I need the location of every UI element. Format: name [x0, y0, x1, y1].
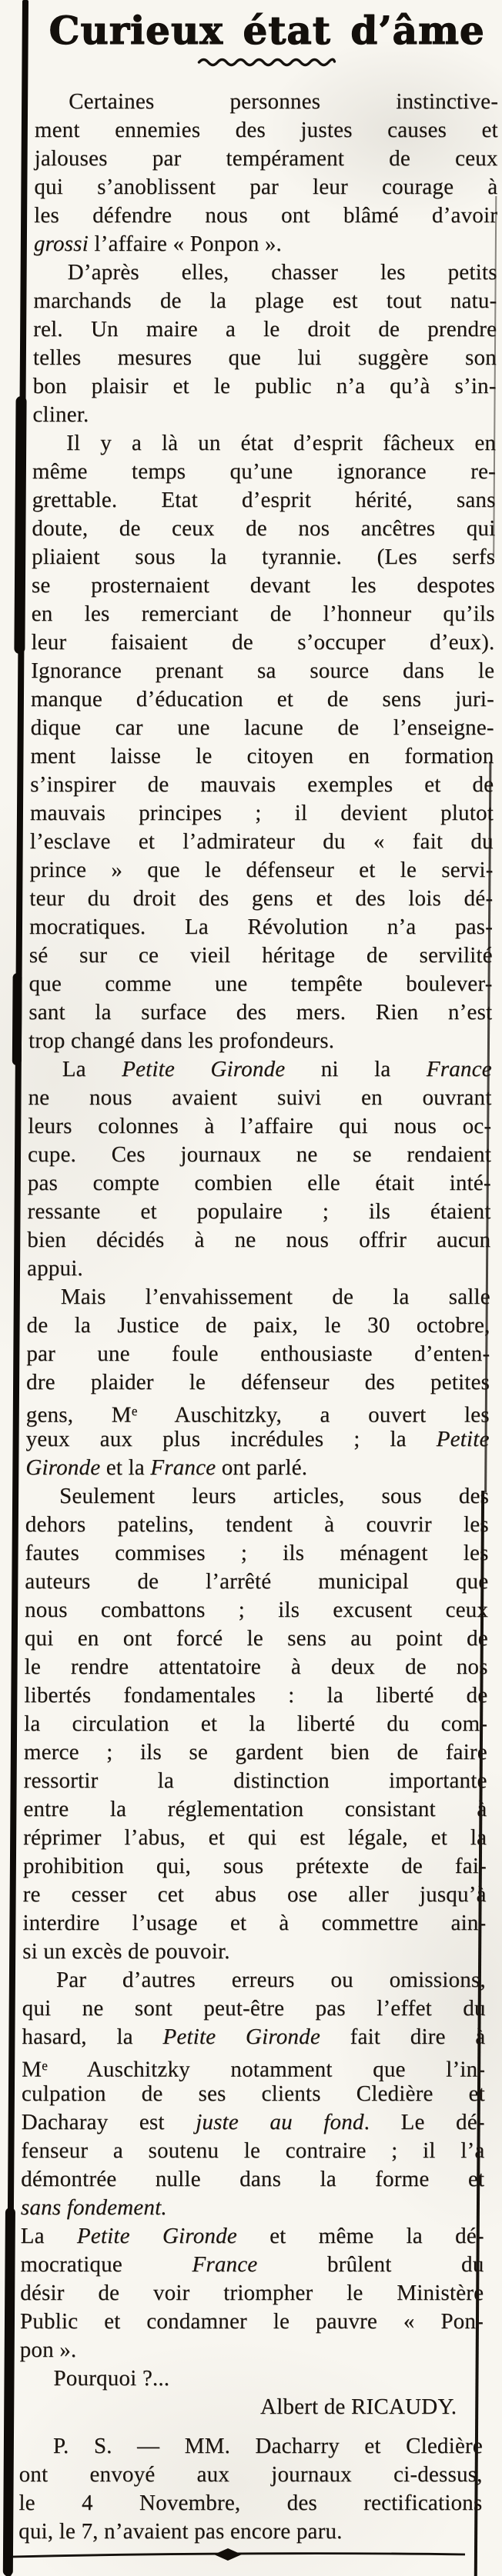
- article-line: qui, le 7, n’avaient pas encore paru.: [18, 2519, 343, 2544]
- article-line: rel. Un maire a le droit de prendre: [33, 317, 497, 342]
- article-line: si un excès de pouvoir.: [22, 1939, 230, 1964]
- article-body: [18, 88, 498, 2546]
- article-line: démontrée nulle dans la forme et: [21, 2167, 485, 2191]
- article-line: appui.: [26, 1256, 84, 1281]
- article-line: le rendre attentatoire à deux de nos: [24, 1655, 488, 1679]
- article-line: ont envoyé aux journaux ci-dessus,: [18, 2462, 483, 2487]
- article-line: ressante et populaire ; ils étaient: [27, 1199, 491, 1224]
- article-line: cliner.: [32, 402, 89, 427]
- article-line: désir de voir triompher le Ministère: [20, 2281, 484, 2305]
- squiggle-path: [199, 59, 334, 65]
- article-line: Gironde et la France ont parlé.: [25, 1455, 308, 1480]
- article-line: marchands de la plage est tout natu-: [33, 288, 497, 313]
- article-line: grossi l’affaire « Ponpon ».: [33, 232, 283, 256]
- article-line: Ignorance prenant sa source dans le: [31, 658, 495, 683]
- article-line: Par d’autres erreurs ou omissions,: [55, 1968, 487, 1992]
- article-line: fautes commises ; ils ménagent les: [25, 1541, 489, 1565]
- article-line: dique car une lacune de l’enseigne-: [30, 715, 494, 740]
- article-line: manque d’éducation et de sens juri-: [30, 687, 495, 711]
- article-line: mauvais principes ; il devient plutot: [29, 801, 494, 825]
- article-line: pliaient sous la tyrannie. (Les serfs: [32, 545, 496, 569]
- article-line: Il y a là un état d’esprit fâcheux en: [66, 431, 497, 455]
- article-line: teur du droit des gens et des lois dé-: [29, 886, 494, 911]
- signature-line: Albert de RICAUDY.: [259, 2394, 457, 2419]
- article-line: nous combattons ; ils excusent ceux: [25, 1598, 489, 1622]
- article-line: trop changé dans les profondeurs.: [28, 1028, 335, 1053]
- article-line: sé sur ce vieil héritage de servilité: [28, 943, 493, 968]
- article-line: qui en ont forcé le sens au point de: [24, 1626, 488, 1651]
- title-underline-squiggle: [197, 55, 336, 68]
- article-line: ment ennemies des justes causes et: [34, 118, 498, 142]
- article-line: mocratiques. La Révolution n’a pas-: [28, 915, 494, 939]
- article-line: pon ».: [19, 2338, 77, 2362]
- article-line: l’esclave et l’admirateur du « fait du: [29, 829, 494, 854]
- article-line: la circulation et la liberté du com-: [24, 1711, 488, 1736]
- article-line: gens, Me Auschitzky, a ouvert les: [25, 1402, 490, 1428]
- article-line: Me Auschitzky notamment que l’in-: [22, 2057, 486, 2082]
- article-line: en les remerciant de l’honneur qu’ils: [31, 602, 495, 626]
- article-line: Dacharay est juste au fond. Le dé-: [21, 2110, 485, 2134]
- article-line: que comme une tempête boulever-: [28, 971, 493, 996]
- article-line: dre plaider le défenseur des petites: [25, 1370, 490, 1395]
- article-line: ne nous avaient suivi en ouvrant: [28, 1085, 492, 1110]
- article-line: Public et condamner le pauvre « Pon-: [19, 2309, 484, 2334]
- article-line: interdire l’usage et à commettre ain-: [22, 1911, 487, 1935]
- article-line: sant la surface des mers. Rien n’est: [28, 1000, 493, 1025]
- article-line: bien décidés à ne nous offrir aucun: [27, 1228, 491, 1252]
- article-line: qui s’anoblissent par leur courage à: [34, 175, 498, 199]
- article-line: La Petite Gironde et même la dé-: [20, 2224, 484, 2248]
- article-line: prohibition qui, sous prétexte de fai-: [22, 1854, 487, 1878]
- article-line: D’après elles, chasser les petits: [67, 260, 497, 285]
- article-line: yeux aux plus incrédules ; la Petite: [25, 1427, 490, 1451]
- article-line: les défendre nous ont blâmé d’avoir: [34, 203, 498, 228]
- article-line: Pourquoi ?...: [53, 2366, 170, 2391]
- article-line: hasard, la Petite Gironde fait dire à: [22, 2024, 486, 2049]
- article-line: réprimer l’abus, et qui est légale, et la: [23, 1825, 487, 1850]
- article-line: le 4 Novembre, des rectifications: [18, 2491, 483, 2515]
- separator-diamond-icon: [214, 2548, 242, 2561]
- article-line: se prosternaient devant les despotes: [31, 573, 496, 598]
- article-line: pas compte combien elle était inté-: [27, 1171, 491, 1195]
- article-line: leur faisaient de s’occuper d’eux).: [31, 630, 495, 655]
- article-line: de la Justice de paix, le 30 octobre,: [26, 1313, 490, 1338]
- article-line: re cesser cet abus ose aller jusqu’à: [22, 1882, 487, 1907]
- article-line: cupe. Ces journaux ne se rendaient: [27, 1142, 492, 1167]
- article-line: ment laisse le citoyen en formation: [30, 744, 494, 768]
- article-line: Mais l’envahissement de la salle: [60, 1285, 490, 1309]
- article-line: entre la réglementation consistant à: [23, 1797, 487, 1821]
- article-line: merce ; ils se gardent bien de faire: [23, 1740, 487, 1765]
- article-line: La Petite Gironde ni la France: [62, 1057, 492, 1081]
- article-line: telles mesures que lui suggère son: [32, 345, 497, 370]
- article-line: P. S. — MM. Dacharry et Cledière: [52, 2434, 484, 2458]
- article-line: par une foule enthousiaste d’enten-: [26, 1341, 490, 1366]
- article-line: sans fondement.: [20, 2195, 167, 2220]
- article-line: mocratique France brûlent du: [20, 2252, 484, 2277]
- article-line: jalouses par tempérament de ceux: [34, 146, 498, 171]
- article-line: ressortir la distinction importante: [23, 1768, 487, 1793]
- article-line: culpation de ses clients Cledière et: [21, 2081, 486, 2106]
- article-line: doute, de ceux de nos ancêtres qui: [32, 516, 496, 541]
- article-line: fenseur a soutenu le contraire ; il l’a: [21, 2138, 485, 2163]
- article-title: Curieux état d’âme: [49, 8, 486, 53]
- article-line: auteurs de l’arrêté municipal que: [25, 1569, 489, 1594]
- article-line: s’inspirer de mauvais exemples et de: [30, 772, 494, 797]
- article-line: libertés fondamentales : la liberté de: [24, 1683, 488, 1708]
- article-line: prince » que le défenseur et le servi-: [29, 858, 494, 882]
- end-of-article-separator: [0, 2541, 485, 2568]
- article-line: qui ne sont peut-être pas l’effet du: [22, 1996, 486, 2021]
- article-line: même temps qu’une ignorance re-: [32, 459, 497, 484]
- article-line: bon plaisir et le public n’a qu’à s’in-: [32, 374, 497, 398]
- article-line: grettable. Etat d’esprit hérité, sans: [32, 488, 496, 512]
- article-line: leurs colonnes à l’affaire qui nous oc-: [28, 1114, 492, 1138]
- article-line: dehors patelins, tendent à couvrir les: [25, 1512, 489, 1537]
- article-line: Seulement leurs articles, sous des: [59, 1484, 490, 1508]
- article-line: Certaines personnes instinctive-: [69, 89, 499, 114]
